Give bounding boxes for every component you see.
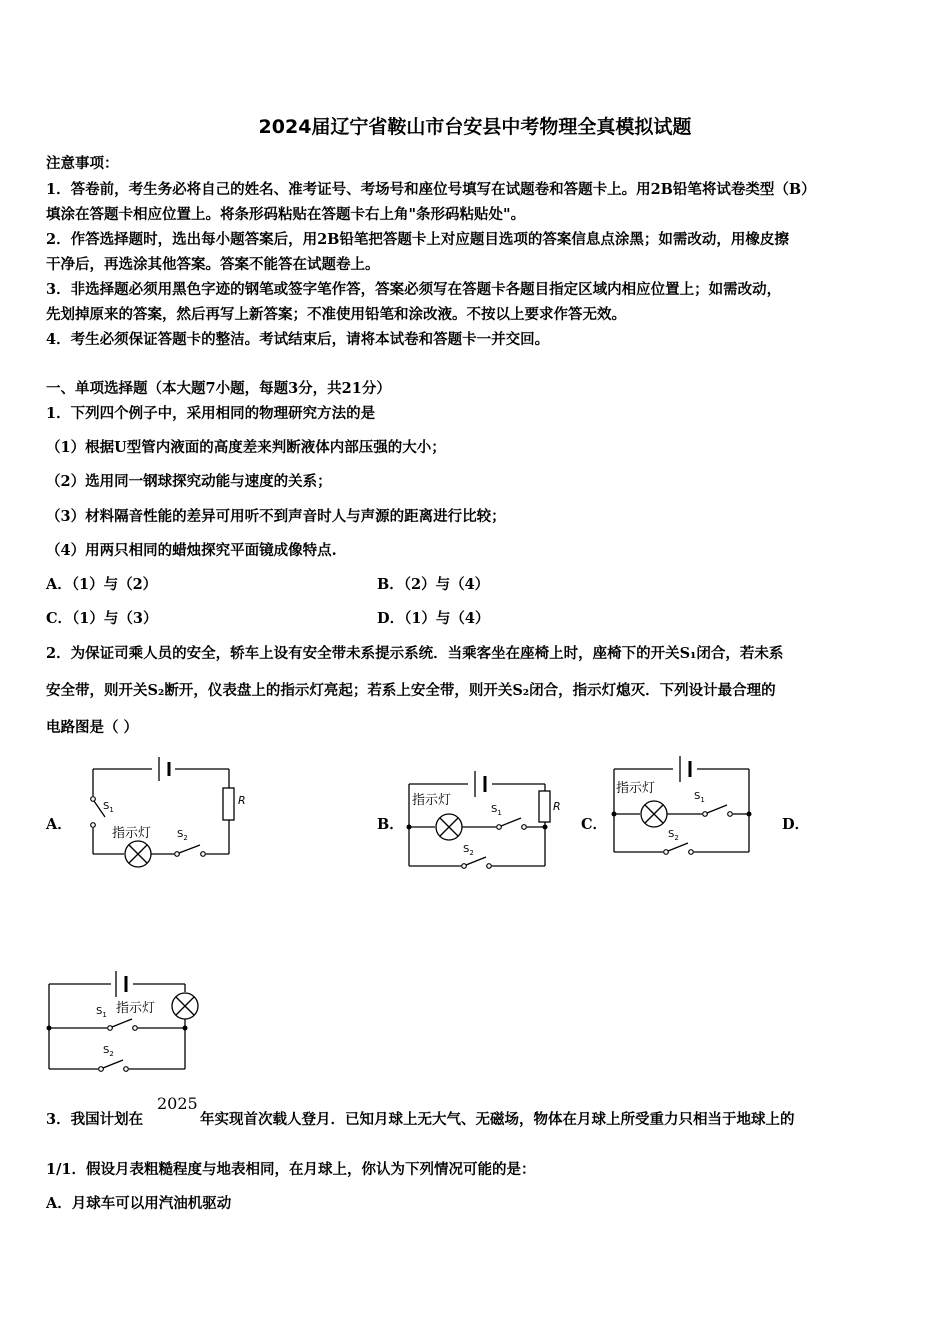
notice-line: 2．作答选择题时，选出每小题答案后，用2B铅笔把答题卡上对应题目选项的答案信息点涂黑；如需改动，用橡皮擦 — [46, 231, 789, 248]
s1-sub: 1 — [109, 806, 114, 814]
s2-sub: 2 — [674, 834, 679, 842]
q2-option-b-label: B． — [377, 816, 404, 833]
q1-option-c: C．（1）与（3） — [46, 610, 158, 627]
q1-item: （4）用两只相同的蜡烛探究平面镜成像特点. — [46, 542, 337, 559]
q1-item: （2）选用同一钢球探究动能与速度的关系； — [46, 473, 332, 490]
q1-option-d: D．（1）与（4） — [377, 610, 490, 627]
q1-stem: 1．下列四个例子中，采用相同的物理研究方法的是 — [46, 405, 376, 422]
q1-option-a: A．（1）与（2） — [46, 576, 158, 593]
s2-sub: 2 — [469, 849, 474, 857]
s1-sub: 1 — [102, 1011, 107, 1019]
lamp-label: 指示灯 — [616, 781, 656, 796]
section-heading: 一、单项选择题（本大题7小题，每题3分，共21分） — [46, 380, 391, 397]
q1-item: （3）材料隔音性能的差异可用听不到声音时人与声源的距离进行比较； — [46, 508, 506, 525]
s1-label: S — [491, 804, 498, 815]
notice-line: 干净后，再选涂其他答案。答案不能答在试题卷上。 — [46, 256, 380, 273]
s1-sub: 1 — [497, 809, 502, 817]
q1-option-b: B．（2）与（4） — [377, 576, 490, 593]
resistor-label: R — [553, 800, 561, 813]
s1-label: S — [694, 791, 701, 802]
lamp-label: 指示灯 — [412, 793, 452, 808]
q2-stem-line: 电路图是（ ） — [46, 719, 139, 736]
q2-stem-line: 安全带，则开关S₂断开，仪表盘上的指示灯亮起；若系上安全带，则开关S₂闭合，指示灯熄灭．下列设计最合理的 — [46, 682, 776, 699]
q2-option-d-label: D． — [782, 816, 810, 833]
s2-label: S — [103, 1045, 110, 1056]
q3-stem-pre: 3．我国计划在 — [46, 1111, 144, 1128]
s2-sub: 2 — [109, 1050, 114, 1058]
q3-option-a: A．月球车可以用汽油机驱动 — [46, 1195, 232, 1212]
resistor-label: R — [238, 794, 246, 807]
s2-label: S — [463, 844, 470, 855]
s1-label: S — [103, 801, 110, 812]
notice-line: 填涂在答题卡相应位置上。将条形码粘贴在答题卡右上角"条形码粘贴处"。 — [46, 206, 526, 223]
q3-year: 2025 — [157, 1094, 198, 1113]
notice-line: 1．答卷前，考生务必将自己的姓名、准考证号、考场号和座位号填写在试题卷和答题卡上。用2B铅笔将试卷类型（B） — [46, 181, 816, 198]
notice-line: 4．考生必须保证答题卡的整洁。考试结束后，请将本试卷和答题卡一并交回。 — [46, 331, 550, 348]
q2-option-a-label: A． — [46, 816, 72, 833]
svg-text:S2 — [103, 1045, 114, 1058]
lamp-label: 指示灯 — [112, 826, 152, 841]
q2-option-c-label: C． — [581, 816, 608, 833]
q2-stem-line: 2．为保证司乘人员的安全，轿车上设有安全带未系提示系统．当乘客坐在座椅上时，座椅下的开关S₁闭合，若未系 — [46, 645, 784, 662]
notice-line: 3．非选择题必须用黑色字迹的钢笔或签字笔作答，答案必须写在答题卡各题目指定区域内相应位置上；如需改动， — [46, 281, 782, 298]
q3-stem-line2: 1/1．假设月表粗糙程度与地表相同，在月球上，你认为下列情况可能的是： — [46, 1161, 536, 1178]
s2-sub: 2 — [183, 834, 188, 842]
s2-label: S — [668, 829, 675, 840]
svg-text:S1 — [96, 1006, 107, 1019]
notice-heading: 注意事项： — [46, 155, 119, 172]
s1-label: S — [96, 1006, 103, 1017]
notice-line: 先划掉原来的答案，然后再写上新答案；不准使用铅笔和涂改液。不按以上要求作答无效。 — [46, 306, 626, 323]
s1-sub: 1 — [700, 796, 705, 804]
s2-label: S — [177, 829, 184, 840]
lamp-label: 指示灯 — [116, 1001, 156, 1016]
q3-stem-post: 年实现首次载人登月．已知月球上无大气、无磁场，物体在月球上所受重力只相当于地球上的 — [200, 1111, 795, 1128]
q1-item: （1）根据U型管内液面的高度差来判断液体内部压强的大小； — [46, 439, 446, 456]
page-title: 2024届辽宁省鞍山市台安县中考物理全真模拟试题 — [258, 116, 692, 138]
